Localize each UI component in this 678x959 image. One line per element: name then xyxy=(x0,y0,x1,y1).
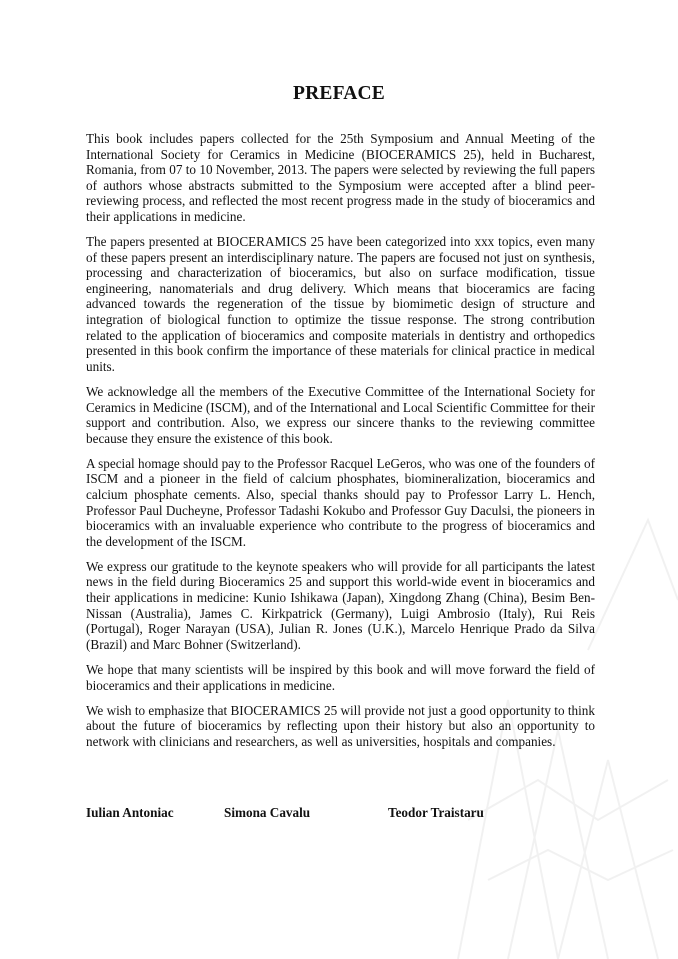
paragraph: This book includes papers collected for the 25th Symposium and Annual Meeting of the International Society for Ceramics in Medicine (BIOCERAMICS 25), held in Bucharest, Romania, from 07 to 10 November, 2013. The papers were selected by reviewing the full papers of authors whose abstracts submitted to the Symposium were accepted after a blind peer-reviewing process, and reflected the most recent progress made in the study of bioceramics and their applications in medicine. xyxy=(86,131,595,224)
signature-name: Teodor Traistaru xyxy=(388,805,484,820)
paragraph: We acknowledge all the members of the Executive Committee of the International Society for Ceramics in Medicine (ISCM), and of the International and Local Scientific Committee for their support and contribution. Also, we express our sincere thanks to the reviewing committee because they ensure the existence of this book. xyxy=(86,383,595,446)
preface-body xyxy=(86,131,595,759)
signature-block xyxy=(86,805,595,825)
paragraph: We wish to emphasize that BIOCERAMICS 25 will provide not just a good opportunity to think about the future of bioceramics by reflecting upon their history but also an opportunity to network with clinicians and researchers, as well as universities, hospitals and companies. xyxy=(86,702,595,749)
paragraph: We hope that many scientists will be inspired by this book and will move forward the field of bioceramics and their applications in medicine. xyxy=(86,661,595,693)
signature-name: Simona Cavalu xyxy=(224,805,311,820)
paragraph: We express our gratitude to the keynote speakers who will provide for all participants the latest news in the field during Bioceramics 25 and support this world-wide event in bioceramics and their applications in medicine: Kunio Ishikawa (Japan), Xingdong Zhang (China), Besim Ben-Nissan (Australia), James C. Kirkpatrick (Germany), Luigi Ambrosio (Italy), Rui Reis (Portugal), Roger Narayan (USA), Julian R. Jones (U.K.), Marcelo Henrique Prado da Silva (Brazil) and Marc Bohner (Switzerland). xyxy=(86,558,595,652)
paragraph: The papers presented at BIOCERAMICS 25 have been categorized into xxx topics, even many of these papers present an interdisciplinary nature. The papers are focused not just on synthesis, processing and characterization of bioceramics, but also on surface modification, tissue engineering, nanomaterials and drug delivery. Which means that bioceramics are facing advanced towards the regeneration of the tissue by biomimetic design of structure and integration of biological function to optimize the tissue response. The strong contribution related to the application of bioceramics and composite materials in dentistry and orthopedics presented in this book confirm the importance of these materials for clinical practice in medical units. xyxy=(86,234,595,374)
page-title: PREFACE xyxy=(292,83,386,104)
signature-name: Iulian Antoniac xyxy=(86,805,174,820)
paragraph: A special homage should pay to the Professor Racquel LeGeros, who was one of the founders of ISCM and a pioneer in the field of calcium phosphates, biomineralization, bioceramics and calcium phosphate cements. Also, special thanks should pay to Professor Larry L. Hench, Professor Paul Ducheyne, Professor Tadashi Kokubo and Professor Guy Daculsi, the pioneers in bioceramics with an invaluable experience who contribute to the progress of bioceramics and the development of the ISCM. xyxy=(86,455,595,549)
